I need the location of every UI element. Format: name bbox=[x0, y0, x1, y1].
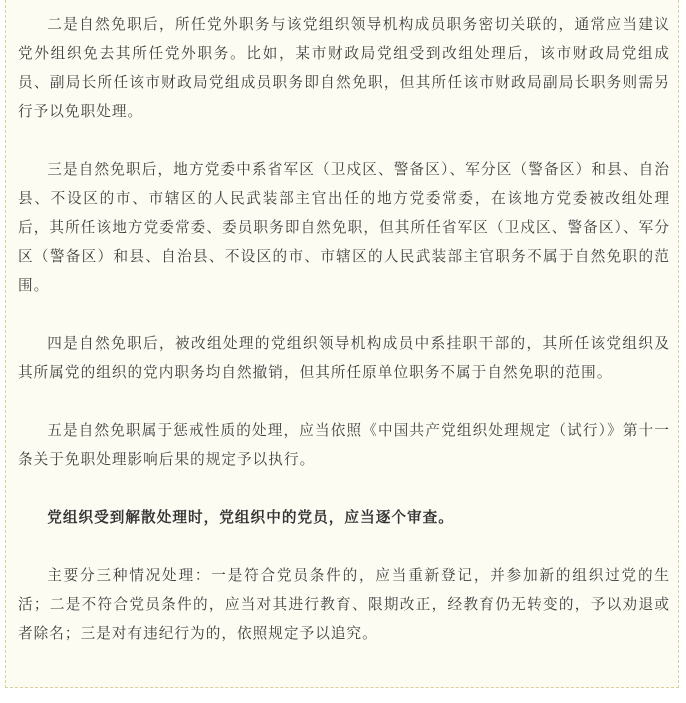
article-body bbox=[18, 10, 670, 648]
paragraph-dismissal-two: 二是自然免职后，所任党外职务与该党组织领导机构成员职务密切关联的，通常应当建议党外组织免去其所任党外职务。比如，某市财政局党组受到改组处理后，该市财政局党组成员、副局长所任该市财政局党组成员职务即自然免职，但其所任该市财政局副局长职务则需另行予以免职处理。 bbox=[18, 16, 670, 120]
bold-heading-dissolution: 党组织受到解散处理时，党组织中的党员，应当逐个审查。 bbox=[47, 509, 454, 526]
paragraph-dismissal-five: 五是自然免职属于惩戒性质的处理，应当依照《中国共产党组织处理规定（试行）》第十一条关于免职处理影响后果的规定予以执行。 bbox=[18, 422, 670, 468]
article-frame bbox=[5, 0, 679, 688]
paragraph-three-cases: 主要分三种情况处理：一是符合党员条件的，应当重新登记，并参加新的组织过党的生活；二是不符合党员条件的，应当对其进行教育、限期改正，经教育仍无转变的，予以劝退或者除名；三是对有违纪行为的，依照规定予以追究。 bbox=[18, 567, 670, 642]
paragraph-dismissal-three: 三是自然免职后，地方党委中系省军区（卫戍区、警备区）、军分区（警备区）和县、自治县、不设区的市、市辖区的人民武装部主官出任的地方党委常委，在该地方党委被改组处理后，其所任该地方党委常委、委员职务即自然免职，但其所任省军区（卫戍区、警备区）、军分区（警备区）和县、自治县、不设区的市、市辖区的人民武装部主官职务不属于自然免职的范围。 bbox=[18, 161, 670, 294]
paragraph-dismissal-four: 四是自然免职后，被改组处理的党组织领导机构成员中系挂职干部的，其所任该党组织及其所属党的组织的党内职务均自然撤销，但其所任原单位职务不属于自然免职的范围。 bbox=[18, 335, 670, 381]
